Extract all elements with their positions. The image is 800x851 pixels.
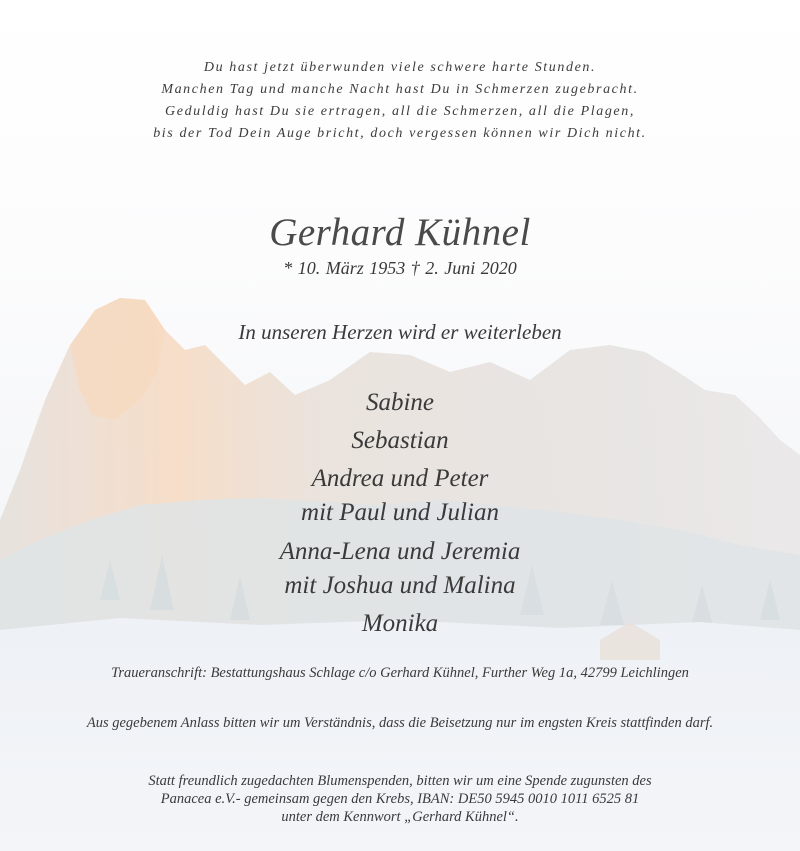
memorial-motto: In unseren Herzen wird er weiterleben	[238, 320, 562, 344]
donation-line: Panacea e.V.- gemeinsam gegen den Krebs, IBAN: DE50 5945 0010 1011 6525 81	[160, 791, 640, 807]
mourner-name: Sabine	[365, 389, 435, 416]
mourner-name: Monika	[361, 610, 439, 637]
poem-line: Du hast jetzt überwunden viele schwere harte Stunden.	[203, 60, 597, 75]
donation-line: unter dem Kennwort „Gerhard Kühnel“.	[281, 809, 519, 825]
mourner-name: mit Joshua und Malina	[284, 572, 516, 599]
life-dates: * 10. März 1953 † 2. Juni 2020	[283, 258, 517, 278]
donation-line: Statt freundlich zugedachten Blumenspenden, bitten wir um eine Spende zugunsten des	[148, 773, 652, 789]
deceased-name: Gerhard Kühnel	[269, 211, 531, 254]
poem-line: bis der Tod Dein Auge bricht, doch vergessen können wir Dich nicht.	[153, 126, 647, 141]
mourner-name: Sebastian	[351, 427, 449, 454]
mourner-name: mit Paul und Julian	[301, 499, 499, 526]
poem-line: Manchen Tag und manche Nacht hast Du in Schmerzen zugebracht.	[161, 82, 639, 97]
burial-notice: Aus gegebenem Anlass bitten wir um Verständnis, dass die Beisetzung nur im engsten Kreis stattfinden darf.	[86, 715, 714, 731]
mourner-name: Anna-Lena und Jeremia	[279, 538, 521, 565]
mourner-name: Andrea und Peter	[311, 465, 489, 492]
mourning-address: Traueranschrift: Bestattungshaus Schlage c/o Gerhard Kühnel, Further Weg 1a, 42799 Leichlingen	[111, 665, 689, 681]
poem-line: Geduldig hast Du sie ertragen, all die Schmerzen, all die Plagen,	[165, 104, 635, 119]
